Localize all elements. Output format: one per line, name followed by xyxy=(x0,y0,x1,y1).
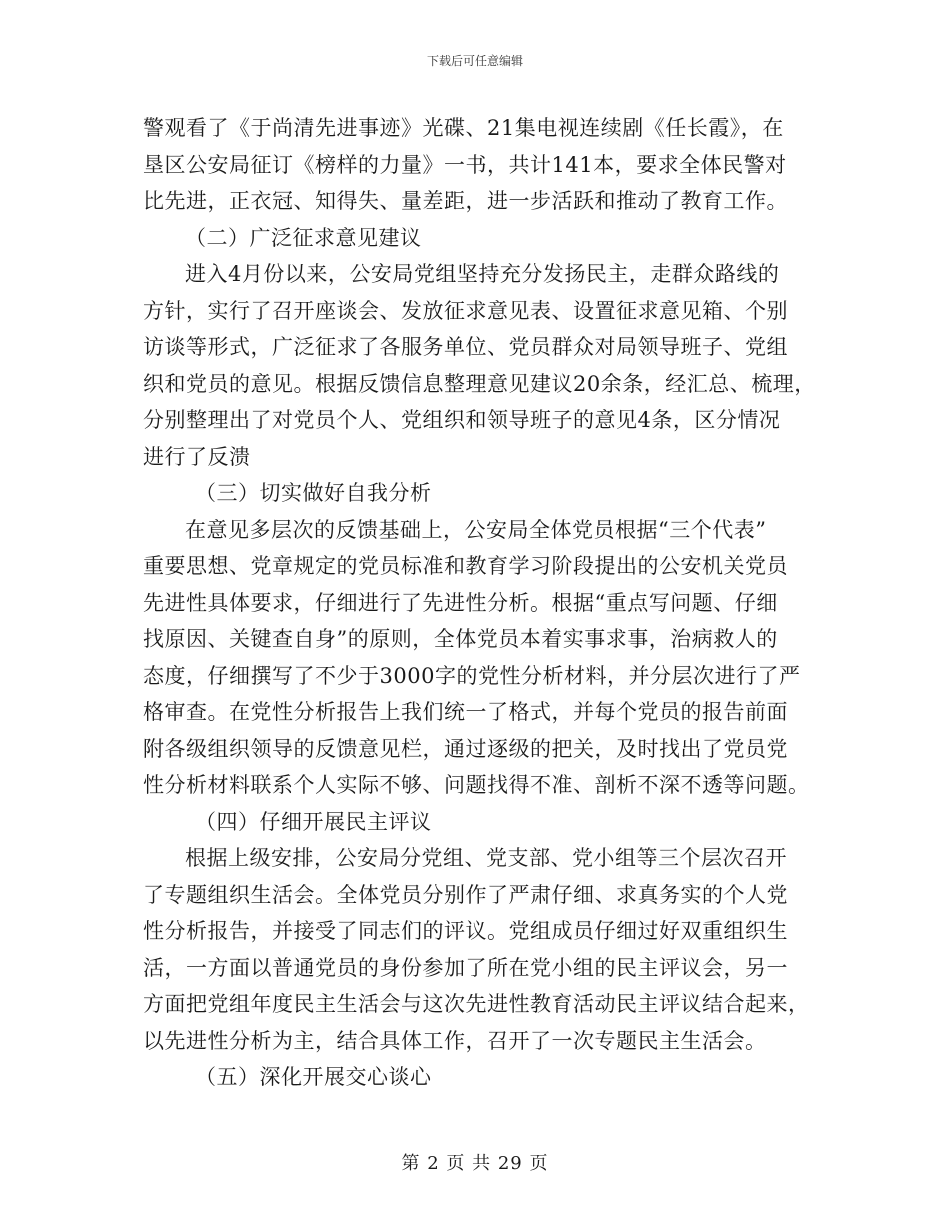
paragraph-line: 附各级组织领导的反馈意见栏，通过逐级的把关，及时找出了党员党 xyxy=(143,736,788,761)
section-heading: （二）广泛征求意见建议 xyxy=(185,225,422,250)
paragraph-line: 以先进性分析为主，结合具体工作，召开了一次专题民主生活会。 xyxy=(143,1028,767,1053)
paragraph-line: 了专题组织生活会。全体党员分别作了严肃仔细、求真务实的个人党 xyxy=(143,882,788,907)
paragraph-line: 格审查。在党性分析报告上我们统一了格式，并每个党员的报告前面 xyxy=(143,700,788,724)
paragraph-line: 警观看了《于尚清先进事迹》光碟、21集电视连续剧《任长霞》，在 xyxy=(143,116,784,140)
paragraph-line: 进行了反溃 xyxy=(143,444,251,469)
paragraph-line: 态度，仔细撰写了不少于3000字的党性分析材料，并分层次进行了严 xyxy=(143,663,801,688)
paragraph-line: 根据上级安排，公安局分党组、党支部、党小组等三个层次召开 xyxy=(185,846,787,870)
paragraph-line: 方面把党组年度民主生活会与这次先进性教育活动民主评议结合起来， xyxy=(143,992,810,1016)
paragraph-line: 找原因、关键查自身”的原则，全体党员本着实事求事，治病救人的 xyxy=(143,627,778,651)
paragraph-line: 先进性具体要求，仔细进行了先进性分析。根据“重点写问题、仔细 xyxy=(143,590,778,615)
paragraph-line: 织和党员的意见。根据反馈信息整理意见建议20余条，经汇总、梳理， xyxy=(143,371,816,396)
section-heading: （四）仔细开展民主评议 xyxy=(195,809,432,834)
document-body xyxy=(143,110,823,1096)
paragraph-line: 分别整理出了对党员个人、党组织和领导班子的意见4条，区分情况 xyxy=(143,408,781,432)
paragraph-line: 比先进，正衣冠、知得失、量差距，进一步活跃和推动了教育工作。 xyxy=(143,189,788,213)
paragraph-line: 垦区公安局征订《榜样的力量》一书，共计141本，要求全体民警对 xyxy=(143,152,787,177)
paragraph-line: 性分析材料联系个人实际不够、问题找得不准、剖析不深不透等问题。 xyxy=(143,773,810,797)
paragraph-line: 访谈等形式，广泛征求了各服务单位、党员群众对局领导班子、党组 xyxy=(143,335,788,359)
paragraph-line: 重要思想、党章规定的党员标准和教育学习阶段提出的公安机关党员 xyxy=(143,554,788,578)
page-number: 第 2 页 共 29 页 xyxy=(401,1153,549,1174)
section-heading: （五）深化开展交心谈心 xyxy=(195,1065,432,1089)
paragraph-line: 性分析报告，并接受了同志们的评议。党组成员仔细过好双重组织生 xyxy=(143,919,788,943)
paragraph-line: 方针，实行了召开座谈会、发放征求意见表、设置征求意见箱、个别 xyxy=(143,298,788,323)
section-heading: （三）切实做好自我分析 xyxy=(195,481,432,505)
page-header-note: 下载后可任意编辑 xyxy=(426,54,523,68)
paragraph-line: 在意见多层次的反馈基础上，公安局全体党员根据“三个代表” xyxy=(185,517,767,542)
paragraph-line: 进入4月份以来，公安局党组坚持充分发扬民主，走群众路线的 xyxy=(185,262,780,286)
paragraph-line: 活，一方面以普通党员的身份参加了所在党小组的民主评议会，另一 xyxy=(143,955,788,980)
